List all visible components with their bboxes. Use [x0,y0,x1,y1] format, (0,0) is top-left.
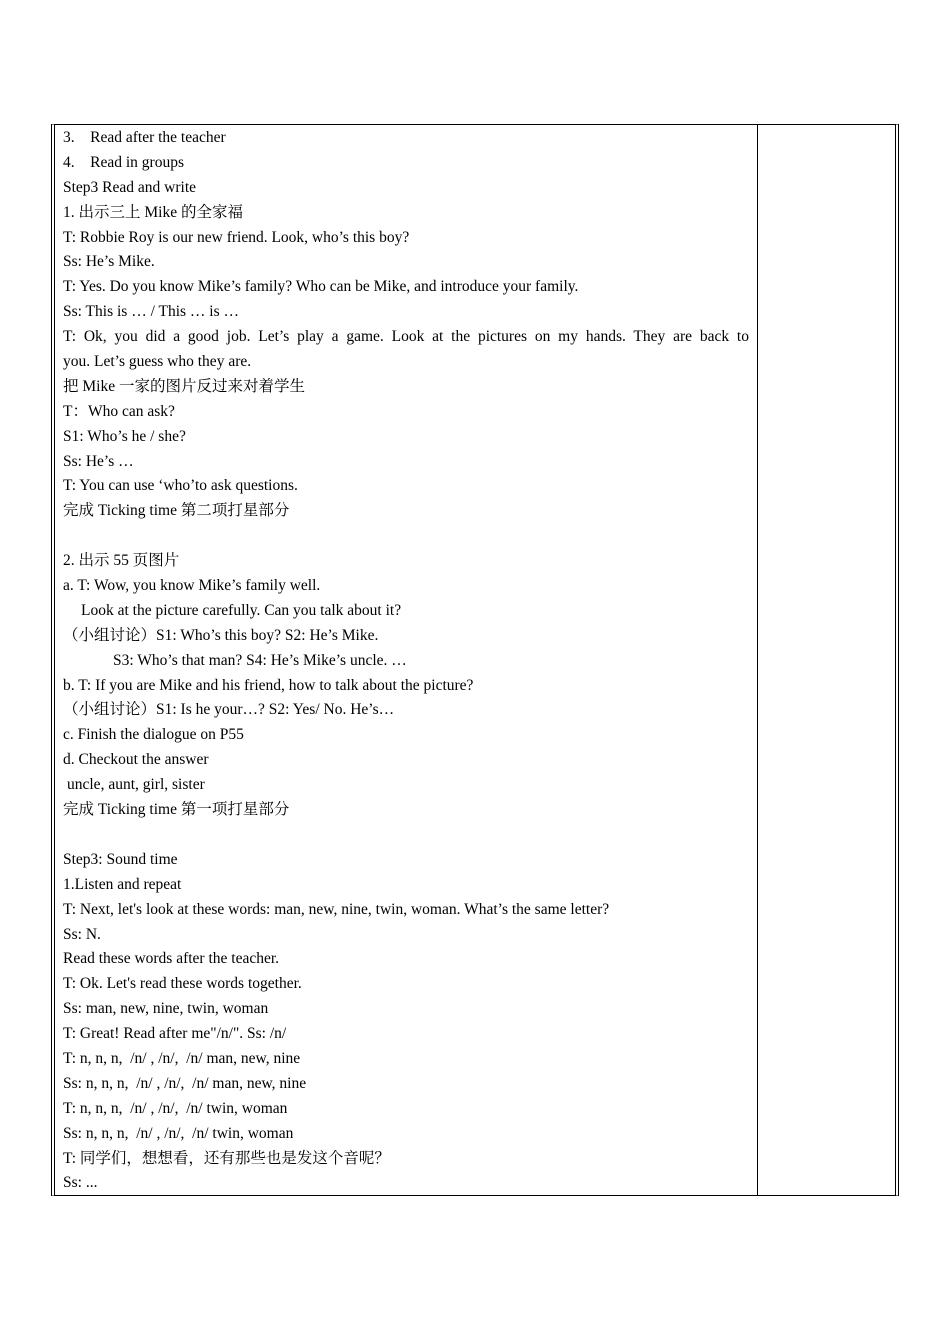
text-line: S3: Who’s that man? S4: He’s Mike’s uncle. … [113,651,407,669]
text-line: T: Robbie Roy is our new friend. Look, who’s this boy? [63,228,410,246]
text-line: Ss: He’s … [63,452,134,470]
text-line: a. T: Wow, you know Mike’s family well. [63,577,321,595]
text-line: Look at the picture carefully. Can you talk about it? [81,601,402,619]
text-line: d. Checkout the answer [63,751,209,769]
text-line: 4. Read in groups [63,153,184,171]
text-line: Step3: Sound time [63,850,178,868]
text-line: Ss: N. [63,925,101,943]
text-line: T: Ok, you did a good job. Let’s play a game. Look at the pictures on my hands. They are back to [63,328,749,346]
text-line: 1.Listen and repeat [63,875,182,893]
text-line: b. T: If you are Mike and his friend, how to talk about the picture? [63,676,474,694]
text-line: 1. 出示三上 Mike 的全家福 [63,203,243,221]
blank-line [63,524,757,549]
text-line: T: Ok. Let's read these words together. [63,975,302,993]
blank-line [63,823,757,848]
lesson-content-cell [55,125,758,1195]
text-line: T: Great! Read after me"/n/". Ss: /n/ [63,1025,287,1043]
text-line: 完成 Ticking time 第二项打星部分 [63,502,290,520]
text-line: （小组讨论）S1: Who’s this boy? S2: He’s Mike. [63,626,379,644]
text-line: Ss: n, n, n, /n/ , /n/, /n/ twin, woman [63,1124,294,1142]
text-line: Ss: n, n, n, /n/ , /n/, /n/ man, new, nine [63,1074,307,1092]
notes-cell [758,125,895,1195]
text-line: T: 同学们，想想看，还有那些也是发这个音呢？ [63,1149,390,1167]
text-line: 完成 Ticking time 第一项打星部分 [63,801,290,819]
text-line: （小组讨论）S1: Is he your…? S2: Yes/ No. He’s… [63,701,395,719]
text-line: 把 Mike 一家的图片反过来对着学生 [63,377,305,395]
text-line: Ss: man, new, nine, twin, woman [63,1000,269,1018]
text-line: c. Finish the dialogue on P55 [63,726,244,744]
text-line: T: n, n, n, /n/ , /n/, /n/ man, new, nine [63,1049,301,1067]
text-line: S1: Who’s he / she? [63,427,186,445]
text-line: Ss: ... [63,1174,98,1192]
text-line: T: n, n, n, /n/ , /n/, /n/ twin, woman [63,1099,288,1117]
text-line: Step3 Read and write [63,178,197,196]
text-line: T: Next, let's look at these words: man, new, nine, twin, woman. What’s the same letter? [63,900,610,918]
text-line: Read these words after the teacher. [63,950,280,968]
text-line: T：Who can ask? [63,402,175,420]
text-line: T: You can use ‘who’to ask questions. [63,477,298,495]
text-line: 3. Read after the teacher [63,129,226,146]
text-line: 2. 出示 55 页图片 [63,552,180,570]
text-line: T: Yes. Do you know Mike’s family? Who can be Mike, and introduce your family. [63,278,579,296]
lesson-plan-table [51,124,899,1196]
text-line: you. Let’s guess who they are. [63,353,252,371]
text-line: Ss: He’s Mike. [63,253,155,271]
text-line: Ss: This is … / This … is … [63,303,239,321]
text-line: uncle, aunt, girl, sister [67,776,205,794]
